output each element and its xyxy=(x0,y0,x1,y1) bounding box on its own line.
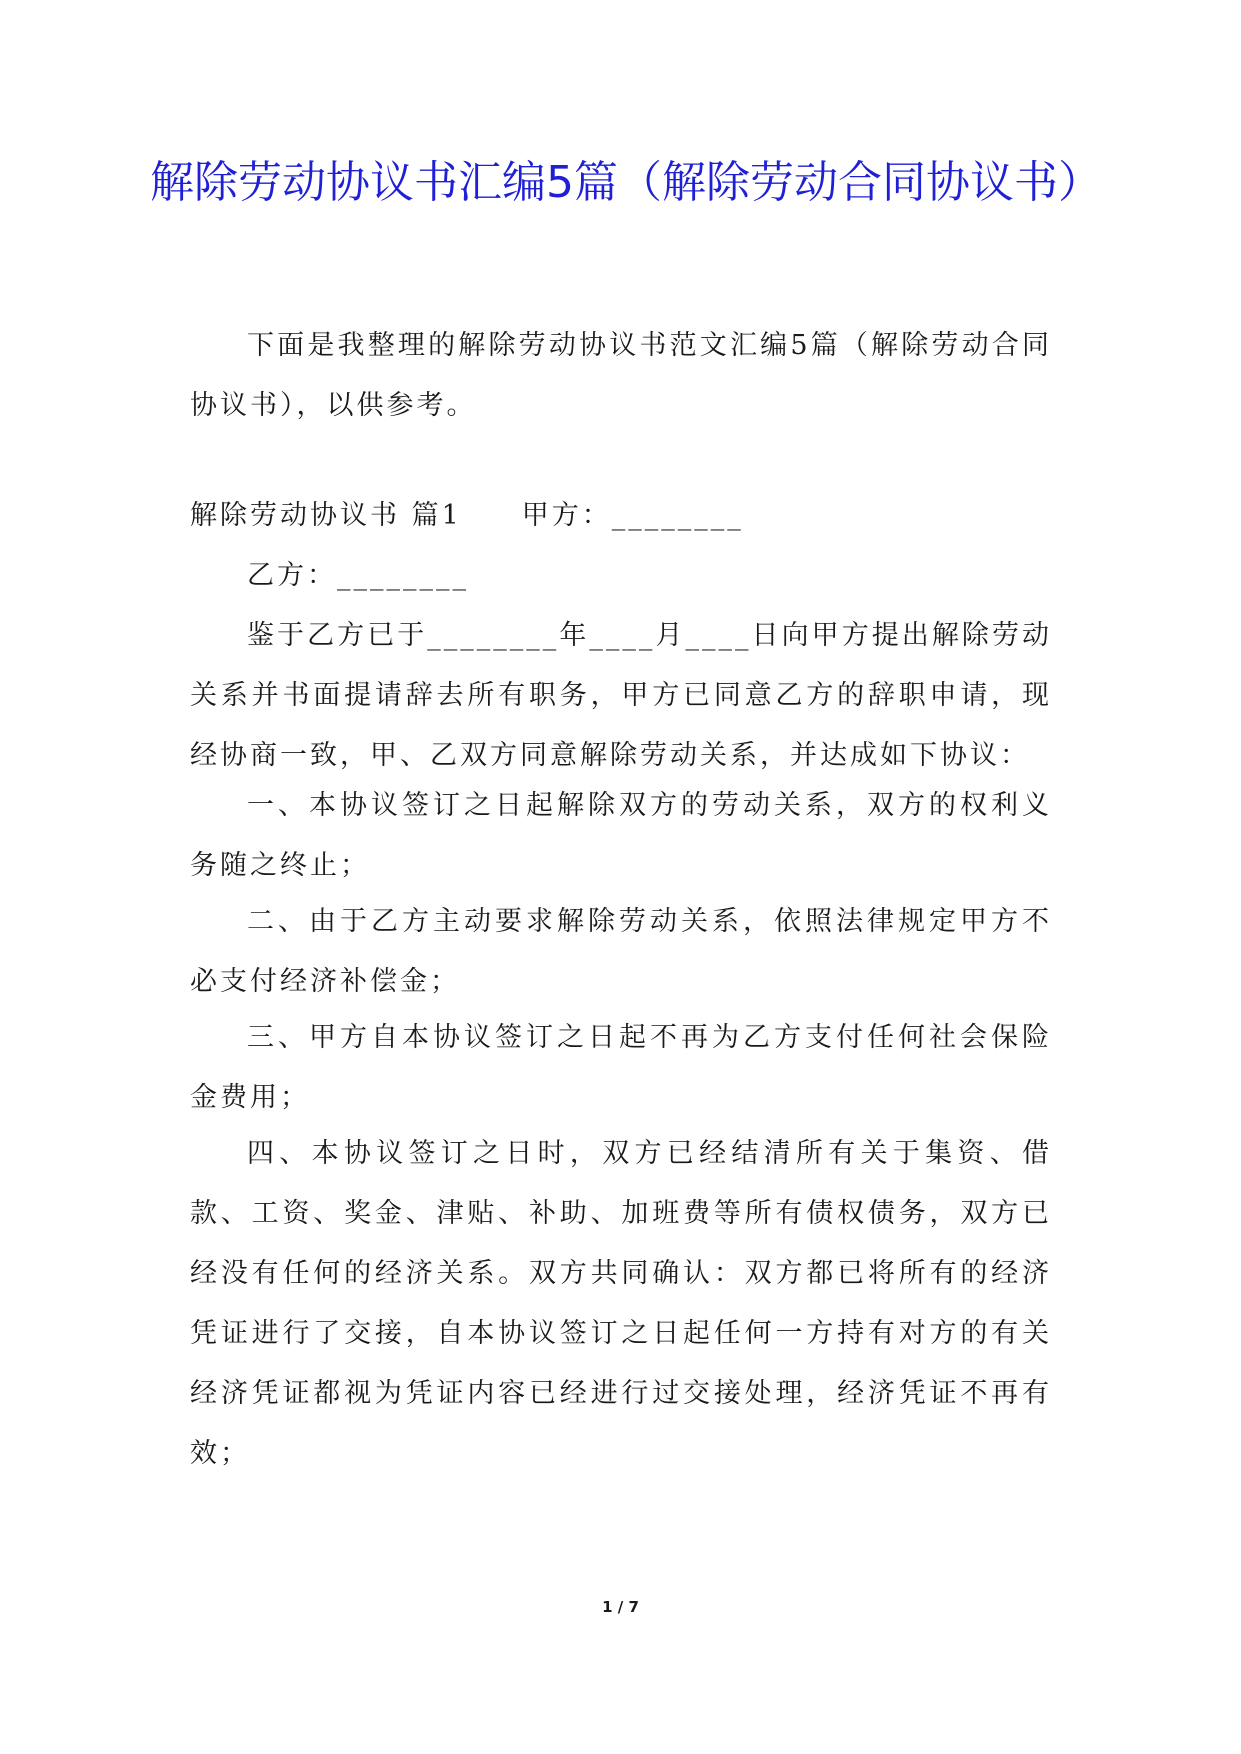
page-indicator: 1 / 7 xyxy=(602,1598,639,1616)
section-heading: 解除劳动协议书 篇1 甲方：________ xyxy=(190,500,744,531)
paragraph-clause-3: 三、甲方自本协议签订之日起不再为乙方支付任何社会保险金费用； xyxy=(190,1022,1052,1113)
paragraph-clause-2: 二、由于乙方主动要求解除劳动关系，依照法律规定甲方不必支付经济补偿金； xyxy=(190,906,1052,997)
paragraph-clause-4: 四、本协议签订之日时，双方已经结清所有关于集资、借款、工资、奖金、津贴、补助、加班费等所有债权债务，双方已经没有任何的经济关系。双方共同确认：双方都已将所有的经济凭证进行了交接，自本协议签订之日起任何一方持有对方的有关经济凭证都视为凭证内容已经进行过交接处理，经济凭证不再有效； xyxy=(190,1138,1052,1469)
paragraph-preamble: 鉴于乙方已于________年____月____日向甲方提出解除劳动关系并书面提请辞去所有职务，甲方已同意乙方的辞职申请，现经协商一致，甲、乙双方同意解除劳动关系，并达成如下协议： xyxy=(190,620,1052,771)
paragraph-clause-1: 一、本协议签订之日起解除双方的劳动关系，双方的权利义务随之终止； xyxy=(190,790,1052,881)
intro-paragraph: 下面是我整理的解除劳动协议书范文汇编5篇（解除劳动合同协议书），以供参考。 xyxy=(190,330,1052,421)
party-b-line: 乙方：________ xyxy=(247,560,469,591)
document-title: 解除劳动协议书汇编5篇（解除劳动合同协议书） xyxy=(150,157,1102,208)
